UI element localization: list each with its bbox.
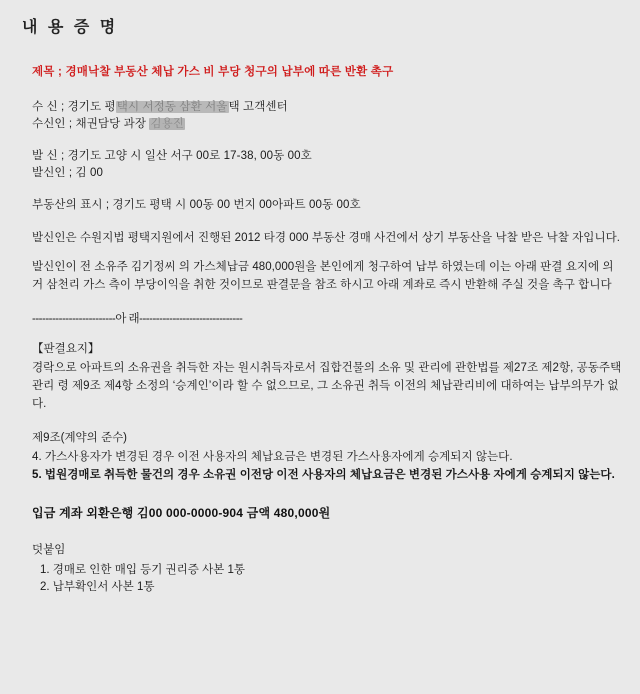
article-item-4: 4. 가스사용자가 변경된 경우 이전 사용자의 체납요금은 변경된 가스사용자에게 승계되지 않는다. xyxy=(32,451,513,463)
spacer xyxy=(18,413,622,429)
section-divider: -------------------------아 래------------------------------- xyxy=(32,313,243,325)
deposit-account-line: 입금 계좌 외환은행 김00 000-0000-904 금액 480,000원 xyxy=(32,506,331,520)
recipient-address-line xyxy=(32,99,622,116)
recipient-person-masked: 김용진 xyxy=(150,118,184,130)
attachments-title: 덧붙임 xyxy=(32,544,66,556)
subject-label: 제목 ; xyxy=(32,66,66,78)
recipient-address-prefix: 수 신 ; 경기도 평 xyxy=(32,101,116,113)
sender-block xyxy=(18,148,622,182)
subject-text: 경매낙찰 부동산 체납 가스 비 부당 청구의 납부에 따른 반환 촉구 xyxy=(65,66,394,78)
subject-line xyxy=(32,63,622,79)
judgment-text: 경락으로 아파트의 소유권을 취득한 자는 원시취득자로서 집합건물의 소유 및 관리에 관한법를 제27조 제2항, 공동주택 관리 령 제9조 제4항 소정의 ‘승계인’이라 할 수 없으므로, 그 소유권 취득 이전의 체납관리비에 대하여는 납부의무가 없다. xyxy=(32,362,622,410)
recipient-person-line xyxy=(32,116,622,133)
body-paragraph-1: 발신인은 수원지법 평택지원에서 진행된 2012 타경 000 부동산 경매 사건에서 상기 부동산을 낙찰 받은 낙찰 자입니다. xyxy=(32,232,621,244)
body-paragraph-2: 발신인이 전 소유주 김기정씨 의 가스체납금 480,000원을 본인에게 청구하여 납부 하였는데 이는 아래 판결 요지에 의거 삼천리 가스 측이 부당이익을 취한 것이므로 판결문을 참조 하시고 아래 계좌로 즉시 반환해 주실 것을 촉구 합니다 xyxy=(32,261,614,291)
spacer xyxy=(18,521,622,541)
page-title: 내 용 증 명 xyxy=(22,19,119,36)
recipient-address-suffix: 택 고객센터 xyxy=(228,101,288,113)
spacer xyxy=(18,247,622,258)
spacer xyxy=(18,484,622,504)
property-block xyxy=(18,197,622,214)
recipient-address-masked: 택시 서정동 삼환 서울 xyxy=(116,101,228,113)
article-heading: 제9조(계약의 준수) xyxy=(32,432,128,444)
recipient-block xyxy=(18,99,622,133)
attachment-item: 2. 납부확인서 사본 1통 xyxy=(40,581,155,593)
judgment-heading: 【판결요지】 xyxy=(32,343,100,355)
property-line: 부동산의 표시 ; 경기도 평택 시 00동 00 번지 00아파트 00동 00호 xyxy=(32,199,361,211)
attachment-item: 1. 경매로 인한 매입 등기 권리증 사본 1통 xyxy=(40,564,245,576)
sender-address-line: 발 신 ; 경기도 고양 시 일산 서구 00로 17-38, 00동 00호 xyxy=(32,150,312,162)
recipient-person-prefix: 수신인 ; 채권담당 과장 xyxy=(32,118,150,130)
sender-name-line: 발신인 ; 김 00 xyxy=(32,167,104,179)
article-item-5: 5. 법원경매로 취득한 물건의 경우 소유권 이전당 이전 사용자의 체납요금은 변경된 가스사용 자에게 승계되지 않는다. xyxy=(32,469,615,481)
